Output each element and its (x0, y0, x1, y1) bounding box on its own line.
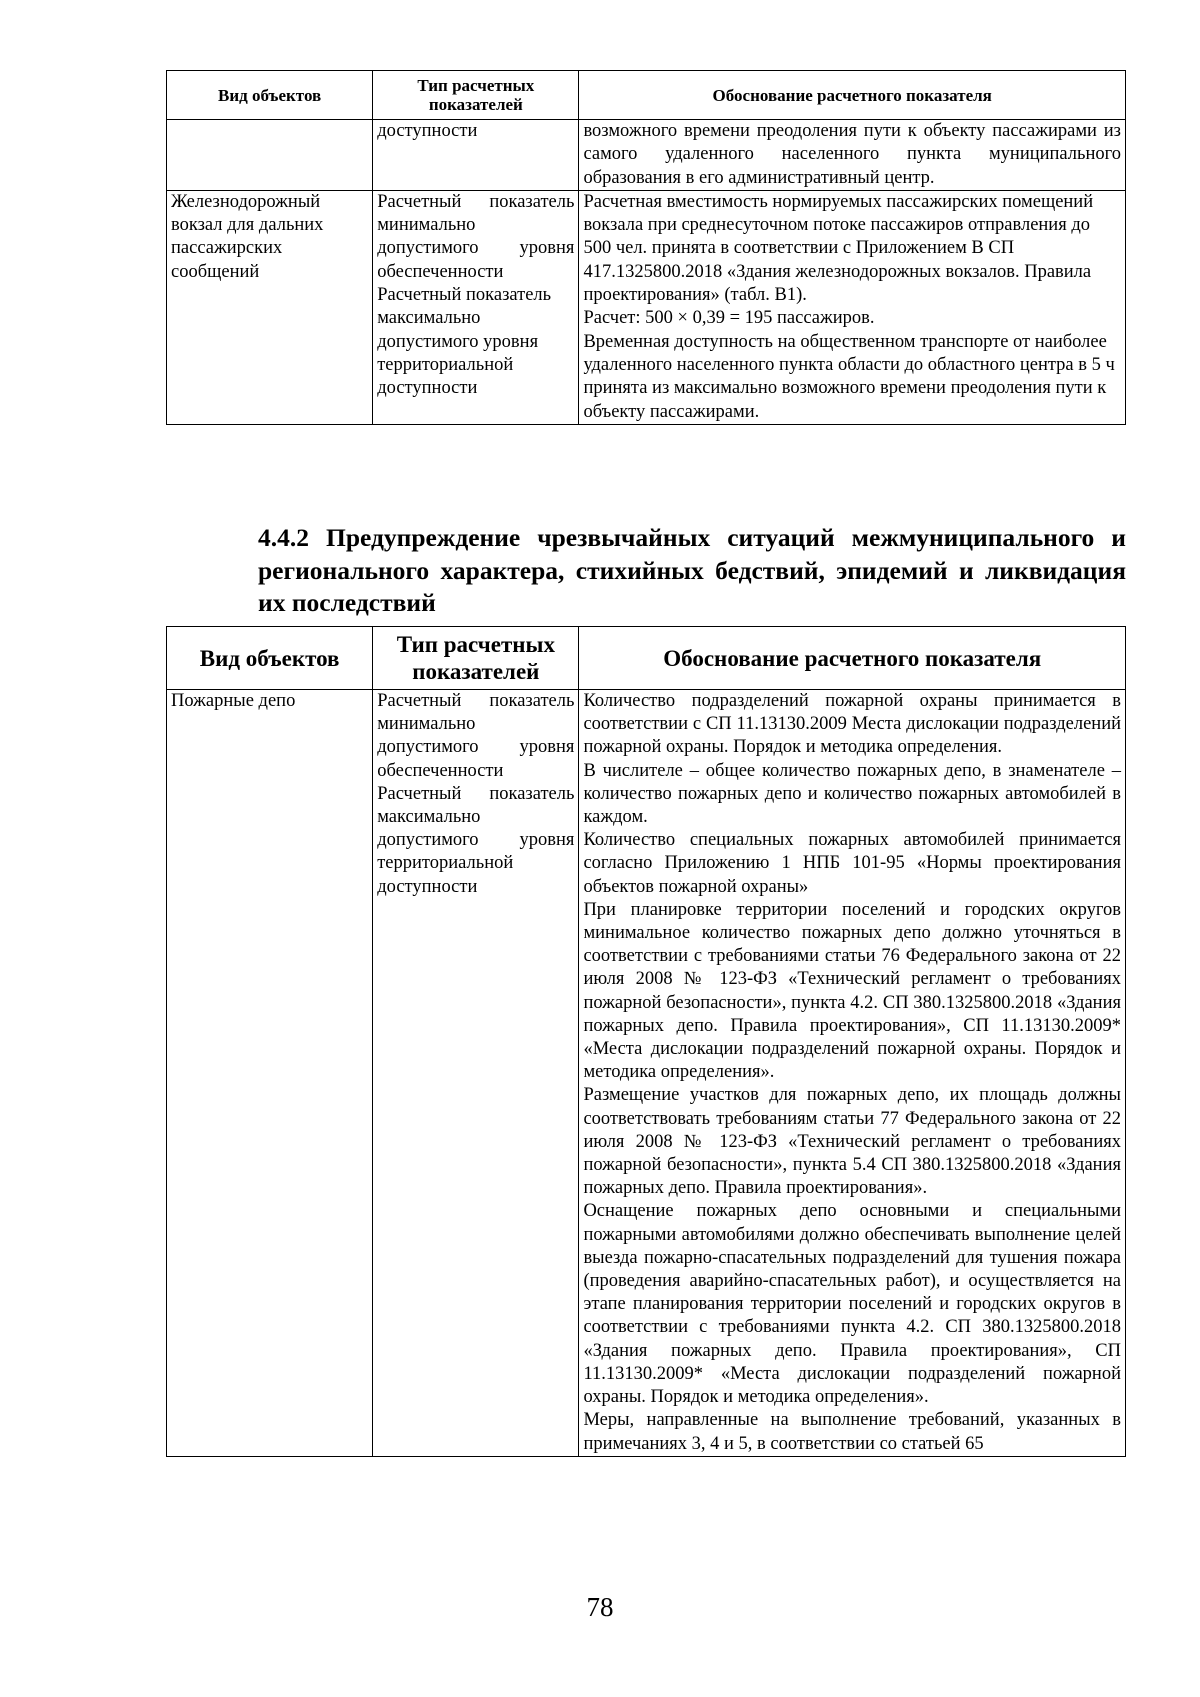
cell-indicator-type (373, 120, 579, 191)
justification-paragraph: Временная доступность на общественном транспорте от наиболее удаленного населенного пункта области до областного центра в 5 ч принята из максимально возможного времени преодоления пути к объекту пассажирами. (583, 331, 1115, 422)
cell-justification (579, 120, 1126, 191)
table-row (167, 190, 1126, 424)
indicator-line: Расчетный показатель максимально допустимого уровня территориальной доступности (377, 783, 575, 897)
indicator-line: Расчетный показатель минимально допустимого уровня обеспеченности (377, 191, 575, 282)
header-justification: Обоснование расчетного показателя (579, 627, 1126, 690)
indicator-line: Расчетный показатель максимально допустимого уровня территориальной доступности (377, 285, 552, 399)
table-row (167, 690, 1126, 1457)
table-transport (166, 70, 1126, 425)
table-header-row (167, 627, 1126, 690)
header-object-type: Вид объектов (167, 71, 373, 120)
justification-paragraph: Количество подразделений пожарной охраны принимается в соответствии с СП 11.13130.2009 Места дислокации подразделений пожарной охраны. Порядок и методика определения. (583, 691, 1121, 758)
section-heading: 4.4.2 Предупреждение чрезвычайных ситуаций межмуниципального и регионального характера, стихийных бедствий, эпидемий и ликвидация их последствий (258, 523, 1126, 617)
justification-paragraph: При планировке территории поселений и городских округов минимальное количество пожарных депо должно уточняться в соответствии с требованиями статьи 76 Федерального закона от 22 июля 2008 № 123-ФЗ «Технический регламент о требованиях пожарной безопасности», пункта 4.2. СП 380.1325800.2018 «Здания пожарных депо. Правила проектирования», СП 11.13130.2009* «Места дислокации подразделений пожарной охраны. Порядок и методика определения». (583, 899, 1121, 1083)
cell-indicator-type (373, 190, 579, 424)
justification-paragraph: Расчетная вместимость нормируемых пассажирских помещений вокзала при среднесуточном потоке пассажиров отправления до 500 чел. принята в соответствии с Приложением В СП 417.1325800.2018 «Здания железнодорожных вокзалов. Правила проектирования» (табл. В1). (583, 191, 1094, 306)
cell-justification (579, 690, 1126, 1457)
justification-paragraph: Расчет: 500 × 0,39 = 195 пассажиров. (583, 308, 875, 329)
justification-paragraph: В числителе – общее количество пожарных депо, в знаменателе – количество пожарных депо и количество пожарных автомобилей в каждом. (583, 760, 1121, 828)
cell-justification (579, 190, 1126, 424)
indicator-line: Расчетный показатель минимально допустимого уровня обеспеченности (377, 691, 575, 781)
cell-object: Железнодорожный вокзал для дальних пассажирских сообщений (167, 190, 373, 424)
justification-paragraph: Размещение участков для пожарных депо, их площадь должны соответствовать требованиям статьи 77 Федерального закона от 22 июля 2008 № 123-ФЗ «Технический регламент о требованиях пожарной безопасности», пункта 5.4 СП 380.1325800.2018 «Здания пожарных депо. Правила проектирования». (583, 1085, 1121, 1199)
justification-paragraph: Меры, направленные на выполнение требований, указанных в примечаниях 3, 4 и 5, в соответствии со статьей 65 (583, 1410, 1121, 1454)
table-header-row (167, 71, 1126, 120)
table-row (167, 120, 1126, 191)
cell-object: Пожарные депо (167, 690, 373, 1457)
page-number: 78 (586, 1592, 614, 1622)
justification-paragraph: Оснащение пожарных депо основными и специальными пожарными автомобилями должно обеспечивать выполнение целей выезда пожарно-спасательных подразделений для тушения пожара (проведения аварийно-спасательных работ), и осуществляется на этапе планирования территории поселений и городских округов в соответствии с требованиями пункта 4.2. СП 380.1325800.2018 «Здания пожарных депо. Правила проектирования», СП 11.13130.2009* «Места дислокации подразделений пожарной охраны. Порядок и методика определения». (583, 1201, 1121, 1408)
header-justification: Обоснование расчетного показателя (579, 71, 1126, 120)
header-indicator-type: Тип расчетных показателей (373, 627, 579, 690)
header-object-type: Вид объектов (167, 627, 373, 690)
cell-indicator-type (373, 690, 579, 1457)
header-indicator-type: Тип расчетных показателей (373, 71, 579, 120)
cell-object (167, 120, 373, 191)
table-fire-stations (166, 626, 1126, 1457)
justification-paragraph: возможного времени преодоления пути к объекту пассажирами из самого удаленного населенного пункта муниципального образования в его административный центр. (583, 121, 1121, 188)
indicator-line: доступности (377, 121, 478, 141)
justification-paragraph: Количество специальных пожарных автомобилей принимается согласно Приложению 1 НПБ 101-95 «Нормы проектирования объектов пожарной охраны» (583, 830, 1121, 897)
